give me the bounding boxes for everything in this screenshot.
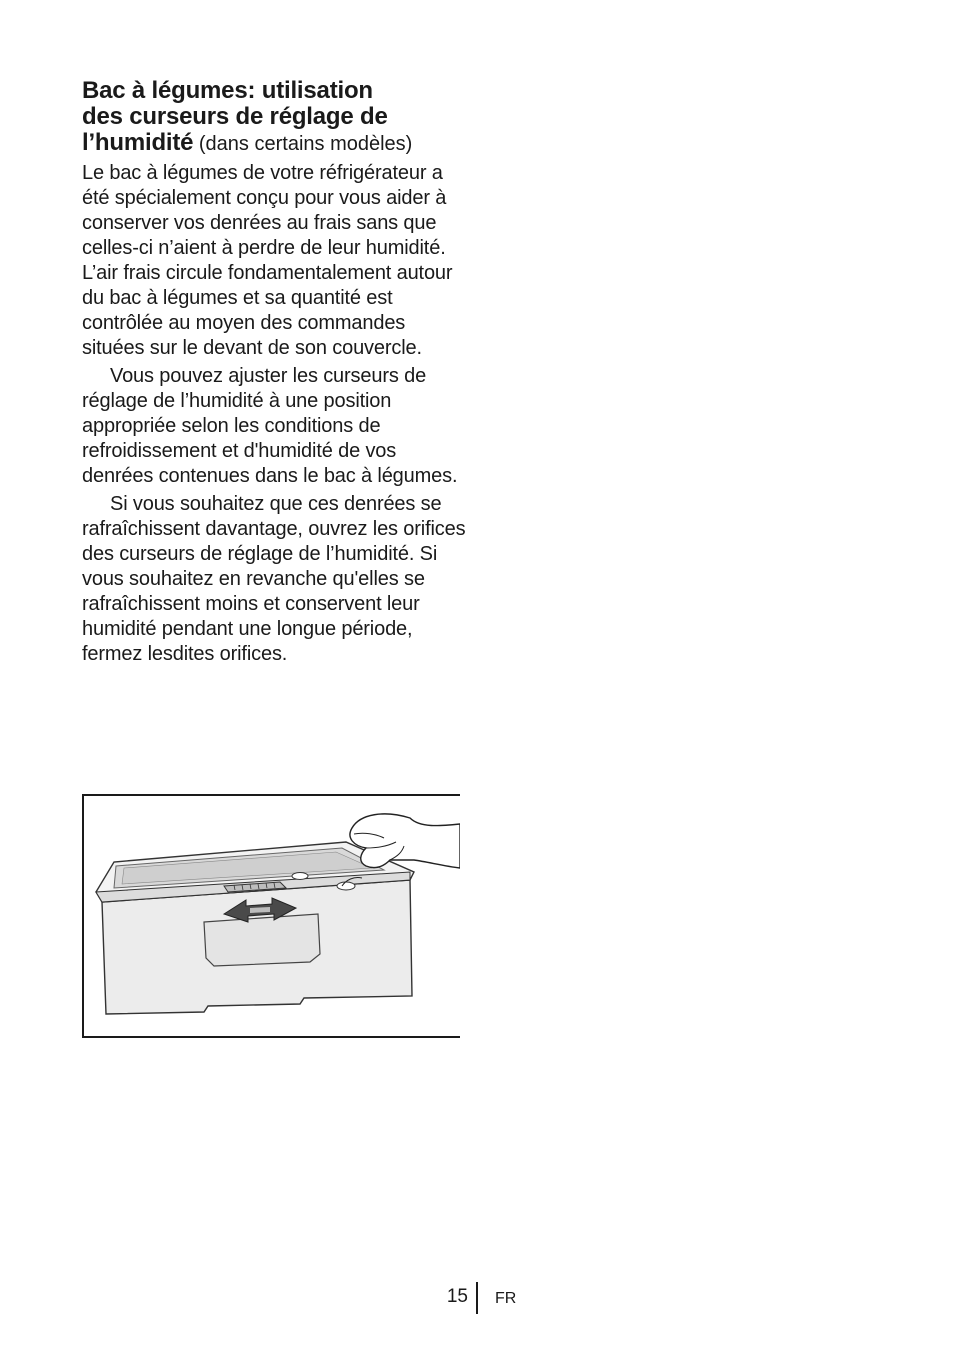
heading-line-1: Bac à légumes: utilisation — [82, 77, 373, 104]
page-number: 15 — [446, 1286, 468, 1307]
language-label: FR — [495, 1290, 517, 1307]
crisper-drawer-drawing — [84, 796, 460, 1036]
paragraph-3: Si vous souhaitez que ces denrées se rafraîchissent davantage, ouvrez les orifices des curseurs de réglage de l’humidité. Si vous souhaitez en revanche qu'elles se rafraîchissent moins et conservent leur humidité pendant une longue période, fermez lesdites orifices. — [82, 493, 466, 665]
section-heading — [82, 78, 468, 157]
crisper-illustration — [82, 794, 460, 1038]
content-column — [82, 78, 468, 667]
heading-line-2: des curseurs de réglage de — [82, 103, 388, 130]
paragraph-1: Le bac à légumes de votre réfrigérateur a été spécialement conçu pour vous aider à conserver vos denrées au frais sans que celles-ci n’aient à perdre de leur humidité. L’air frais circule fondamentalement autour du bac à légumes et sa quantité est contrôlée au moyen des commandes situées sur le devant de son couvercle. — [82, 162, 453, 359]
footer-divider — [476, 1282, 478, 1314]
heading-line-3: l’humidité — [82, 129, 194, 156]
paragraph-2: Vous pouvez ajuster les curseurs de réglage de l’humidité à une position appropriée selon les conditions de refroidissement et d'humidité de vos denrées contenues dans le bac à légumes. — [82, 365, 458, 487]
heading-subtitle: (dans certains modèles) — [193, 133, 413, 155]
